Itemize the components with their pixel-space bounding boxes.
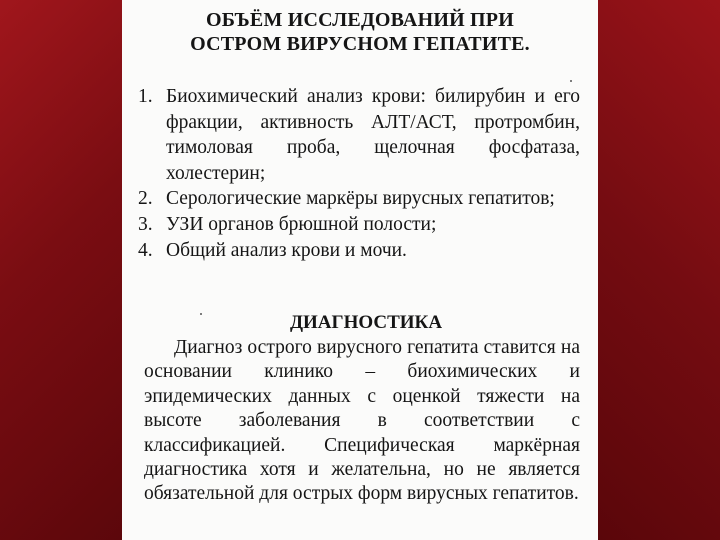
title-line-2: ОСТРОМ ВИРУСНОМ ГЕПАТИТЕ. (190, 33, 530, 55)
list-item-number: 1. (138, 86, 153, 107)
list-item (138, 84, 580, 186)
list-item-text: Общий анализ крови и мочи. (166, 239, 407, 261)
list-item-text: УЗИ органов брюшной полости; (166, 213, 437, 235)
list-item-number: 3. (138, 213, 153, 235)
document-page (122, 0, 598, 540)
list-item-number: 4. (138, 239, 153, 261)
list-item-number: 2. (138, 188, 153, 210)
background-right-panel (598, 0, 720, 540)
list-item (138, 212, 580, 238)
section-title: ДИАГНОСТИКА (289, 312, 443, 333)
background-left-panel (0, 0, 122, 540)
scan-speck (570, 80, 572, 82)
list-item-text: Биохимический анализ крови: билирубин и его фракции, активность АЛТ/АСТ, протромбин, тимоловая проба, щелочная фосфатаза, холестерин; (166, 86, 580, 184)
diagnosis-paragraph: Диагноз острого вирусного гепатита ставится на основании клинико – биохимических и эпидемических данных с оценкой тяжести на высоте заболевания в соответствии с классификацией. Специфическая маркёрная диагностика хотя и желательна, но не является обязательной для острых форм вирусных гепатитов. (144, 337, 580, 505)
list-item (138, 186, 580, 212)
list-item-text: Серологические маркёры вирусных гепатитов; (166, 188, 555, 210)
examination-list (138, 84, 580, 263)
list-item (138, 238, 580, 264)
title-line-1: ОБЪЁМ ИССЛЕДОВАНИЙ ПРИ (206, 9, 514, 31)
page-title (122, 8, 598, 56)
